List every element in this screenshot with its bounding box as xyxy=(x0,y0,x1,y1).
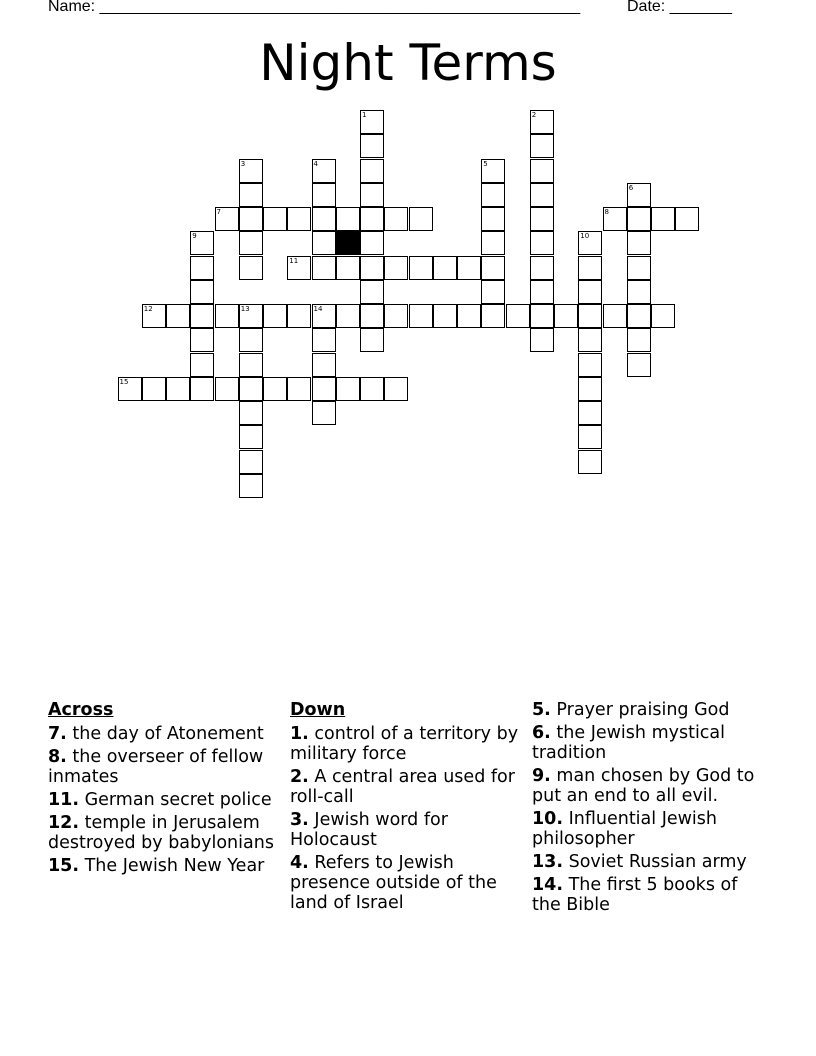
clue-down-10 xyxy=(532,809,768,849)
clue-number: 15. xyxy=(48,856,80,876)
crossword-cell[interactable] xyxy=(190,304,214,328)
crossword-cell[interactable] xyxy=(190,377,214,401)
clue-number-label: 15 xyxy=(119,377,129,386)
crossword-cell[interactable] xyxy=(360,134,384,158)
clue-number-label: 13 xyxy=(240,305,250,313)
clue-across-7 xyxy=(48,724,284,744)
crossword-cell[interactable] xyxy=(578,353,602,377)
crossword-cell[interactable] xyxy=(312,231,336,255)
crossword-cell[interactable] xyxy=(360,377,384,401)
crossword-cell[interactable] xyxy=(312,256,336,280)
clue-number: 1. xyxy=(290,724,309,744)
crossword-cell[interactable] xyxy=(578,280,602,304)
crossword-cell[interactable] xyxy=(360,328,384,352)
clue-number: 5. xyxy=(532,700,551,720)
crossword-cell[interactable] xyxy=(481,207,505,231)
clue-text: Jewish word for Holocaust xyxy=(290,810,448,850)
crossword-cell[interactable] xyxy=(627,207,651,231)
crossword-cell[interactable] xyxy=(190,280,214,304)
clue-text: Prayer praising God xyxy=(556,700,730,720)
crossword-cell[interactable] xyxy=(287,304,311,328)
clue-down-13 xyxy=(532,852,768,872)
crossword-cell[interactable] xyxy=(239,183,263,207)
crossword-cell[interactable] xyxy=(190,328,214,352)
crossword-cell[interactable] xyxy=(360,110,384,134)
down-clues-column xyxy=(290,700,526,916)
crossword-cell[interactable] xyxy=(239,450,263,474)
clue-number-label: 12 xyxy=(143,305,153,313)
clue-number-label: 6 xyxy=(628,183,634,192)
clue-text: German secret police xyxy=(84,790,272,810)
clue-down-2 xyxy=(290,767,526,807)
clue-text: the Jewish mystical tradition xyxy=(532,723,726,763)
crossword-cell[interactable] xyxy=(627,183,651,207)
clue-text: The first 5 books of the Bible xyxy=(532,875,738,915)
crossword-cell[interactable] xyxy=(409,256,433,280)
clue-text: A central area used for roll-call xyxy=(290,767,515,807)
crossword-cell[interactable] xyxy=(578,377,602,401)
clue-number-label: 8 xyxy=(604,208,609,216)
crossword-cell[interactable] xyxy=(239,231,263,255)
crossword-cell[interactable] xyxy=(530,231,554,255)
crossword-black-cell xyxy=(336,231,360,255)
crossword-cell[interactable] xyxy=(530,110,554,134)
crossword-cell[interactable] xyxy=(360,280,384,304)
crossword-cell[interactable] xyxy=(409,207,433,231)
crossword-cell[interactable] xyxy=(603,304,627,328)
crossword-cell[interactable] xyxy=(239,207,263,231)
clue-number-label: 7 xyxy=(216,208,221,216)
across-clues-column xyxy=(48,700,284,879)
crossword-cell[interactable] xyxy=(627,280,651,304)
crossword-cell[interactable] xyxy=(360,183,384,207)
crossword-cell[interactable] xyxy=(627,328,651,352)
clue-across-15 xyxy=(48,856,284,876)
crossword-cell[interactable] xyxy=(312,159,336,183)
crossword-cell[interactable] xyxy=(530,280,554,304)
crossword-cell[interactable] xyxy=(554,304,578,328)
crossword-cell[interactable] xyxy=(457,304,481,328)
clue-number-label: 1 xyxy=(362,111,367,119)
clue-number: 13. xyxy=(532,852,564,872)
crossword-cell[interactable] xyxy=(481,304,505,328)
crossword-cell[interactable] xyxy=(263,207,287,231)
clue-text: Refers to Jewish presence outside of the land of Israel xyxy=(290,853,497,913)
crossword-cell[interactable] xyxy=(627,304,651,328)
clue-down-3 xyxy=(290,810,526,850)
crossword-cell[interactable] xyxy=(530,207,554,231)
crossword-cell[interactable] xyxy=(142,304,166,328)
clue-number: 6. xyxy=(532,723,551,743)
crossword-cell[interactable] xyxy=(239,425,263,449)
crossword-cell[interactable] xyxy=(239,401,263,425)
crossword-cell[interactable] xyxy=(239,304,263,328)
clue-number-label: 11 xyxy=(289,256,299,265)
crossword-cell[interactable] xyxy=(506,304,530,328)
crossword-cell[interactable] xyxy=(481,183,505,207)
crossword-cell[interactable] xyxy=(312,401,336,425)
clue-across-8 xyxy=(48,747,284,787)
crossword-cell[interactable] xyxy=(360,231,384,255)
down-heading: Down xyxy=(290,700,346,720)
crossword-cell[interactable] xyxy=(627,231,651,255)
crossword-cell[interactable] xyxy=(578,304,602,328)
clue-across-11 xyxy=(48,790,284,810)
clue-number: 11. xyxy=(48,790,80,810)
clue-number: 2. xyxy=(290,767,309,787)
crossword-cell[interactable] xyxy=(190,231,214,255)
crossword-cell[interactable] xyxy=(239,256,263,280)
crossword-cell[interactable] xyxy=(336,377,360,401)
name-field-label: Name: ______________________________________________________ xyxy=(48,0,581,15)
clue-number: 14. xyxy=(532,875,564,895)
crossword-cell[interactable] xyxy=(409,304,433,328)
crossword-cell[interactable] xyxy=(360,159,384,183)
crossword-cell[interactable] xyxy=(312,207,336,231)
crossword-cell[interactable] xyxy=(675,207,699,231)
crossword-cell[interactable] xyxy=(530,328,554,352)
clue-number: 7. xyxy=(48,724,67,744)
crossword-cell[interactable] xyxy=(215,304,239,328)
clue-text: the overseer of fellow inmates xyxy=(48,747,264,787)
crossword-cell[interactable] xyxy=(142,377,166,401)
crossword-cell[interactable] xyxy=(166,377,190,401)
crossword-cell[interactable] xyxy=(336,304,360,328)
clue-down-6 xyxy=(532,723,768,763)
crossword-cell[interactable] xyxy=(433,256,457,280)
clue-number: 12. xyxy=(48,813,80,833)
crossword-cell[interactable] xyxy=(530,134,554,158)
crossword-cell[interactable] xyxy=(457,256,481,280)
clue-number-label: 9 xyxy=(192,232,197,241)
clue-across-12 xyxy=(48,813,284,853)
crossword-cell[interactable] xyxy=(360,207,384,231)
crossword-cell[interactable] xyxy=(239,474,263,498)
clue-down-14 xyxy=(532,875,768,915)
crossword-cell[interactable] xyxy=(481,256,505,280)
clue-text: temple in Jerusalem destroyed by babylonians xyxy=(48,813,274,853)
crossword-cell[interactable] xyxy=(215,207,239,231)
clue-text: man chosen by God to put an end to all evil. xyxy=(532,766,755,806)
clue-number-label: 14 xyxy=(313,305,323,313)
crossword-cell[interactable] xyxy=(336,207,360,231)
crossword-cell[interactable] xyxy=(263,377,287,401)
crossword-cell[interactable] xyxy=(578,328,602,352)
crossword-cell[interactable] xyxy=(166,304,190,328)
clue-number-label: 5 xyxy=(483,159,488,168)
crossword-cell[interactable] xyxy=(312,304,336,328)
crossword-cell[interactable] xyxy=(384,377,408,401)
crossword-cell[interactable] xyxy=(312,183,336,207)
clue-down-1 xyxy=(290,724,526,764)
clue-down-5 xyxy=(532,700,768,720)
down-clues-column-continued xyxy=(532,700,768,918)
crossword-cell[interactable] xyxy=(530,304,554,328)
crossword-cell[interactable] xyxy=(360,304,384,328)
crossword-cell[interactable] xyxy=(336,256,360,280)
crossword-cell[interactable] xyxy=(530,183,554,207)
crossword-cell[interactable] xyxy=(118,377,142,401)
crossword-cell[interactable] xyxy=(578,231,602,255)
crossword-cell[interactable] xyxy=(578,450,602,474)
crossword-cell[interactable] xyxy=(651,304,675,328)
crossword-cell[interactable] xyxy=(312,328,336,352)
crossword-cell[interactable] xyxy=(287,377,311,401)
crossword-cell[interactable] xyxy=(627,256,651,280)
crossword-cell[interactable] xyxy=(651,207,675,231)
clue-down-9 xyxy=(532,766,768,806)
crossword-cell[interactable] xyxy=(360,256,384,280)
clue-number-label: 3 xyxy=(240,159,246,168)
clue-number-label: 4 xyxy=(313,159,318,168)
crossword-cell[interactable] xyxy=(384,207,408,231)
crossword-cell[interactable] xyxy=(190,256,214,280)
clue-text: The Jewish New Year xyxy=(84,856,265,876)
crossword-cell[interactable] xyxy=(603,207,627,231)
crossword-cell[interactable] xyxy=(312,353,336,377)
crossword-cell[interactable] xyxy=(190,353,214,377)
crossword-cell[interactable] xyxy=(287,256,311,280)
clue-number: 4. xyxy=(290,853,309,873)
crossword-cell[interactable] xyxy=(215,377,239,401)
crossword-cell[interactable] xyxy=(530,159,554,183)
crossword-cell[interactable] xyxy=(239,159,263,183)
page-title: Night Terms xyxy=(259,34,557,92)
crossword-cell[interactable] xyxy=(481,231,505,255)
crossword-cell[interactable] xyxy=(481,159,505,183)
clue-down-4 xyxy=(290,853,526,913)
clue-number: 3. xyxy=(290,810,309,830)
clue-number: 10. xyxy=(532,809,564,829)
clue-number-label: 2 xyxy=(531,111,537,119)
crossword-cell[interactable] xyxy=(433,304,457,328)
crossword-cell[interactable] xyxy=(312,377,336,401)
crossword-cell[interactable] xyxy=(239,328,263,352)
crossword-cell[interactable] xyxy=(578,425,602,449)
crossword-cell[interactable] xyxy=(481,280,505,304)
across-heading: Across xyxy=(48,700,114,720)
crossword-cell[interactable] xyxy=(384,256,408,280)
crossword-cell[interactable] xyxy=(530,256,554,280)
clue-number: 9. xyxy=(532,766,551,786)
crossword-grid xyxy=(0,0,816,480)
clue-text: Soviet Russian army xyxy=(568,852,747,872)
clue-number: 8. xyxy=(48,747,67,767)
crossword-cell[interactable] xyxy=(263,304,287,328)
crossword-cell[interactable] xyxy=(287,207,311,231)
clue-text: Influential Jewish philosopher xyxy=(532,809,718,849)
date-field-label: Date: _______ xyxy=(627,0,732,15)
clue-text: the day of Atonement xyxy=(72,724,264,744)
crossword-cell[interactable] xyxy=(239,377,263,401)
crossword-cell[interactable] xyxy=(578,256,602,280)
crossword-cell[interactable] xyxy=(239,353,263,377)
clue-text: control of a territory by military force xyxy=(290,724,519,764)
crossword-cell[interactable] xyxy=(627,353,651,377)
crossword-cell[interactable] xyxy=(384,304,408,328)
crossword-cell[interactable] xyxy=(578,401,602,425)
clue-number-label: 10 xyxy=(580,232,590,241)
